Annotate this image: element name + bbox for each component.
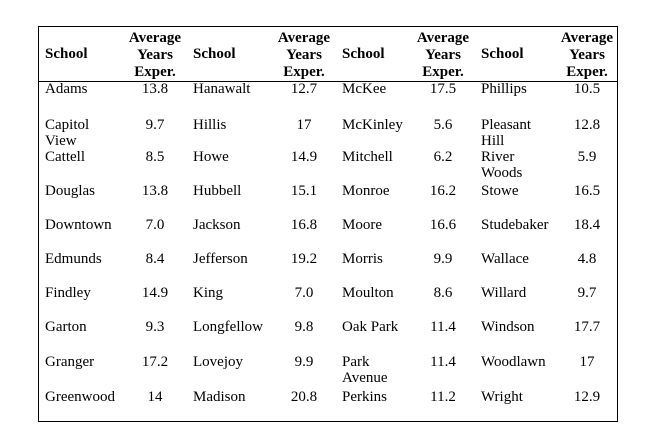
avg-years-cell: 11.2 bbox=[430, 389, 456, 405]
school-name-cell: Moulton bbox=[342, 285, 394, 301]
avg-years-cell: 16.2 bbox=[429, 183, 457, 199]
school-name-cell: Hillis bbox=[193, 117, 227, 133]
avg-years-cell: 5.9 bbox=[577, 149, 597, 165]
school-name-cell: River Woods bbox=[481, 149, 523, 181]
school-name-cell: Willard bbox=[481, 285, 527, 301]
avg-years-cell: 14.9 bbox=[141, 285, 169, 301]
school-name-cell: Windson bbox=[481, 319, 535, 335]
school-name-cell: Perkins bbox=[342, 389, 387, 405]
avg-years-header-line: Years bbox=[569, 47, 605, 63]
avg-years-header-line: Average bbox=[128, 30, 182, 46]
school-name-cell: Wright bbox=[481, 389, 523, 405]
avg-years-cell: 9.8 bbox=[294, 319, 314, 335]
avg-years-header-line: Average bbox=[277, 30, 331, 46]
avg-years-header-line: Average bbox=[416, 30, 470, 46]
avg-years-header-line: Average bbox=[560, 30, 614, 46]
school-header: School bbox=[193, 45, 236, 62]
school-name-cell: Mitchell bbox=[342, 149, 393, 165]
avg-years-header bbox=[411, 27, 475, 81]
school-name-cell: Garton bbox=[45, 319, 87, 335]
avg-years-cell: 14.9 bbox=[290, 149, 318, 165]
experience-table bbox=[38, 26, 618, 422]
avg-years-cell: 6.2 bbox=[433, 149, 453, 165]
school-name-cell: Downtown bbox=[45, 217, 112, 233]
school-name-cell: Douglas bbox=[45, 183, 95, 199]
school-name-cell: Lovejoy bbox=[193, 354, 243, 370]
avg-years-cell: 18.4 bbox=[573, 217, 601, 233]
school-name-cell: Longfellow bbox=[193, 319, 263, 335]
school-name-cell: Edmunds bbox=[45, 251, 102, 267]
school-name-cell: Jefferson bbox=[193, 251, 248, 267]
avg-years-header-line: Years bbox=[286, 47, 322, 63]
avg-years-header-line: Exper. bbox=[283, 64, 325, 80]
avg-years-header bbox=[272, 27, 336, 81]
school-name-cell: Greenwood bbox=[45, 389, 115, 405]
avg-years-cell: 11.4 bbox=[430, 319, 456, 335]
avg-years-cell: 13.8 bbox=[141, 183, 169, 199]
school-name-cell: Granger bbox=[45, 354, 95, 370]
avg-years-cell: 9.9 bbox=[433, 251, 453, 267]
school-name-cell: Capitol View bbox=[45, 117, 90, 149]
avg-years-header-line: Exper. bbox=[134, 64, 176, 80]
avg-years-header-line: Years bbox=[137, 47, 173, 63]
school-name-cell: Moore bbox=[342, 217, 382, 233]
school-name-cell: Studebaker bbox=[481, 217, 549, 233]
avg-years-header-line: Exper. bbox=[566, 64, 608, 80]
school-name-cell: Hubbell bbox=[193, 183, 242, 199]
avg-years-cell: 7.0 bbox=[145, 217, 165, 233]
school-name-cell: Pleasant Hill bbox=[481, 117, 531, 149]
school-name-cell: Howe bbox=[193, 149, 229, 165]
avg-years-cell: 8.5 bbox=[145, 149, 165, 165]
school-name-cell: Park Avenue bbox=[342, 354, 388, 386]
school-name-cell: Wallace bbox=[481, 251, 529, 267]
avg-years-cell: 9.7 bbox=[145, 117, 165, 133]
school-name-cell: Woodlawn bbox=[481, 354, 546, 370]
school-name-cell: McKinley bbox=[342, 117, 403, 133]
school-name-cell: Morris bbox=[342, 251, 383, 267]
school-name-cell: Stowe bbox=[481, 183, 519, 199]
avg-years-header bbox=[557, 27, 617, 81]
avg-years-cell: 20.8 bbox=[290, 389, 318, 405]
avg-years-cell: 13.8 bbox=[141, 81, 169, 97]
avg-years-cell: 12.8 bbox=[573, 117, 601, 133]
school-name-cell: Findley bbox=[45, 285, 91, 301]
avg-years-header bbox=[123, 27, 187, 81]
avg-years-cell: 17.5 bbox=[429, 81, 457, 97]
avg-years-cell: 17 bbox=[296, 117, 312, 133]
school-name-cell: Phillips bbox=[481, 81, 527, 97]
school-name-cell: Hanawalt bbox=[193, 81, 251, 97]
school-name-cell: Adams bbox=[45, 81, 88, 97]
avg-years-cell: 5.6 bbox=[433, 117, 453, 133]
avg-years-cell: 15.1 bbox=[290, 183, 318, 199]
avg-years-cell: 17 bbox=[579, 354, 595, 370]
school-header: School bbox=[342, 45, 385, 62]
school-name-cell: Cattell bbox=[45, 149, 85, 165]
avg-years-cell: 14 bbox=[147, 389, 163, 405]
school-header: School bbox=[481, 45, 524, 62]
avg-years-cell: 16.6 bbox=[429, 217, 457, 233]
school-header: School bbox=[45, 45, 88, 62]
avg-years-cell: 9.9 bbox=[294, 354, 314, 370]
avg-years-cell: 11.4 bbox=[430, 354, 456, 370]
school-name-cell: Madison bbox=[193, 389, 246, 405]
avg-years-cell: 8.6 bbox=[433, 285, 453, 301]
avg-years-cell: 12.7 bbox=[290, 81, 318, 97]
avg-years-header-line: Years bbox=[425, 47, 461, 63]
avg-years-cell: 17.7 bbox=[573, 319, 601, 335]
avg-years-header-line: Exper. bbox=[422, 64, 464, 80]
avg-years-cell: 16.5 bbox=[573, 183, 601, 199]
school-name-cell: Jackson bbox=[193, 217, 241, 233]
avg-years-cell: 4.8 bbox=[577, 251, 597, 267]
avg-years-cell: 17.2 bbox=[141, 354, 169, 370]
school-name-cell: McKee bbox=[342, 81, 387, 97]
school-name-cell: Oak Park bbox=[342, 319, 399, 335]
avg-years-cell: 12.9 bbox=[573, 389, 601, 405]
avg-years-cell: 7.0 bbox=[294, 285, 314, 301]
avg-years-cell: 16.8 bbox=[290, 217, 318, 233]
school-name-cell: Monroe bbox=[342, 183, 390, 199]
avg-years-cell: 8.4 bbox=[145, 251, 165, 267]
school-name-cell: King bbox=[193, 285, 223, 301]
avg-years-cell: 9.7 bbox=[577, 285, 597, 301]
avg-years-cell: 9.3 bbox=[145, 319, 165, 335]
avg-years-cell: 10.5 bbox=[573, 81, 601, 97]
avg-years-cell: 19.2 bbox=[290, 251, 318, 267]
